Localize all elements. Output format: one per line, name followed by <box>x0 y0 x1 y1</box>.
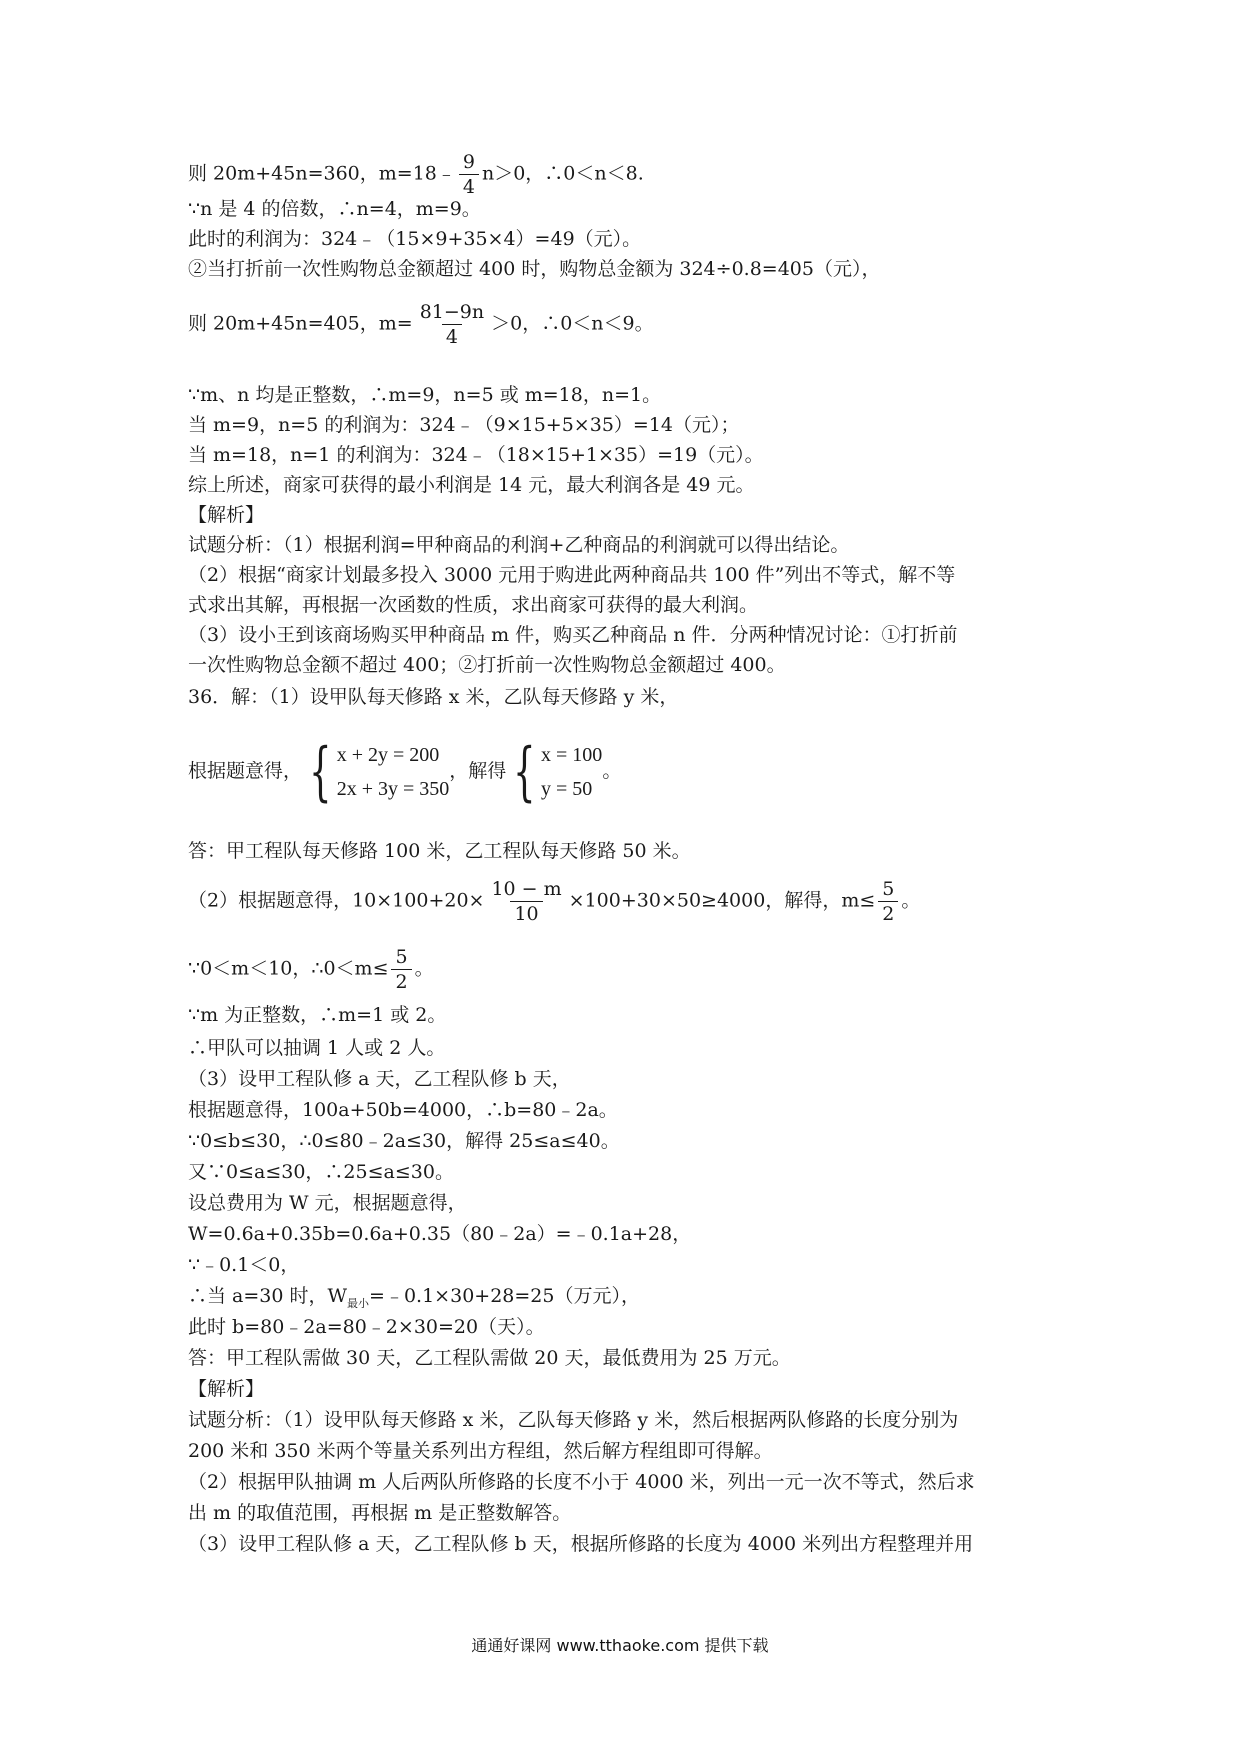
fraction: $\frac{81-9n}{4}$ <box>419 301 485 348</box>
fraction: $\frac{9}{4}$ <box>459 150 479 199</box>
text-line: ∵0≤b≤30，∴0≤80﹣2a≤30，解得 25≤a≤40。 <box>188 1130 620 1152</box>
text-line: （3）设甲工程队修 a 天，乙工程队修 b 天， <box>188 1068 571 1090</box>
solution-system: { x = 100 y = 50 <box>513 735 603 809</box>
equation-system: { x + 2y = 200 2x + 3y = 350 <box>309 735 450 809</box>
text-line: ∴当 a=30 时，$W_{最小}=﹣0.1\times 30+28=25$（万元）， <box>188 1285 640 1310</box>
text-line: 当 m=9，n=5 的利润为：324﹣（9×15+5×35）=14（元）； <box>188 414 740 436</box>
text-line: （3）设甲工程队修 a 天，乙工程队修 b 天，根据所修路的长度为 4000 米列出方程整理并用 <box>188 1533 974 1555</box>
text-line: ②当打折前一次性购物总金额超过 400 时，购物总金额为 324÷0.8=405（元）， <box>188 258 881 280</box>
section-heading: 【解析】 <box>188 504 265 526</box>
text-line: ∴甲队可以抽调 1 人或 2 人。 <box>188 1037 446 1059</box>
text-line: 200 米和 350 米两个等量关系列出方程组，然后解方程组即可得解。 <box>188 1440 773 1462</box>
text-line: 根据题意得，100a+50b=4000，∴b=80﹣2a。 <box>188 1099 618 1121</box>
text-line: 一次性购物总金额不超过 400；②打折前一次性购物总金额超过 400。 <box>188 654 786 676</box>
fraction: $\frac{5}{2}$ <box>878 877 898 926</box>
page-footer: 通通好课网 www.tthaoke.com 提供下载 <box>471 1636 769 1655</box>
text-line: 此时 b=80﹣2a=80﹣2×30=20（天）。 <box>188 1316 545 1338</box>
text-line: 则 20m+45n=405，m= $\frac{81-9n}{4}$ ＞0，∴0＜n＜9。 <box>188 301 654 348</box>
text-line: ∵n 是 4 的倍数，∴n=4，m=9。 <box>188 198 481 220</box>
fraction: $\frac{5}{2}$ <box>391 945 411 994</box>
text-line: 当 m=18，n=1 的利润为：324﹣（18×15+1×35）=19（元）。 <box>188 444 764 466</box>
text-line: 出 m 的取值范围，再根据 m 是正整数解答。 <box>188 1502 572 1524</box>
text-line: ∵0＜m＜10，∴0＜m≤ $\frac{5}{2}$ 。 <box>188 946 434 993</box>
text-line: ∵m、n 均是正整数，∴m=9，n=5 或 m=18，n=1。 <box>188 384 662 406</box>
text-line: （2）根据甲队抽调 m 人后两队所修路的长度不小于 4000 米，列出一元一次不等式，然后求 <box>188 1471 975 1493</box>
text-line: 则 20m+45n=360，m=18﹣ $\frac{9}{4}$ n＞0，∴0＜n＜8. <box>188 151 644 198</box>
text-line: ∵m 为正整数，∴m=1 或 2。 <box>188 1004 447 1026</box>
text-line: （2）根据题意得，10×100+20× $\frac{10 - m}{10}$ ×100+30×50≥4000，解得，m≤ $\frac{5}{2}$ 。 <box>188 878 921 925</box>
text-line: 答：甲工程队每天修路 100 米，乙工程队每天修路 50 米。 <box>188 840 691 862</box>
fraction: $\frac{10 - m}{10}$ <box>491 878 562 925</box>
brace-icon: { <box>309 735 332 809</box>
text-line: 设总费用为 W 元，根据题意得， <box>188 1192 467 1214</box>
text-line: （2）根据“商家计划最多投入 3000 元用于购进此两种商品共 100 件”列出不等式，解不等 <box>188 564 956 586</box>
text-line: 综上所述，商家可获得的最小利润是 14 元，最大利润各是 49 元。 <box>188 474 755 496</box>
text-line: 试题分析：（1）根据利润=甲种商品的利润+乙种商品的利润就可以得出结论。 <box>188 534 850 556</box>
text-line: 答：甲工程队需做 30 天，乙工程队需做 20 天，最低费用为 25 万元。 <box>188 1347 791 1369</box>
text-line: 36．解：（1）设甲队每天修路 x 米，乙队每天修路 y 米， <box>188 686 679 708</box>
text-line: W=0.6a+0.35b=0.6a+0.35（80﹣2a）=﹣0.1a+28， <box>188 1223 692 1245</box>
brace-icon: { <box>513 735 536 809</box>
text-line: 又∵0≤a≤30，∴25≤a≤30。 <box>188 1161 454 1183</box>
text-line: 试题分析：（1）设甲队每天修路 x 米，乙队每天修路 y 米，然后根据两队修路的长度分别为 <box>188 1409 959 1431</box>
equation-system-line: 根据题意得， { x + 2y = 200 2x + 3y = 350 ，解得 { x = 100 y = 50 。 <box>188 735 622 809</box>
text-line: 此时的利润为：324﹣（15×9+35×4）=49（元）。 <box>188 228 642 250</box>
section-heading: 【解析】 <box>188 1378 265 1400</box>
text-line: ∵﹣0.1＜0， <box>188 1254 300 1276</box>
text-line: （3）设小王到该商场购买甲种商品 m 件，购买乙种商品 n 件．分两种情况讨论：①打折前 <box>188 624 958 646</box>
text-line: 式求出其解，再根据一次函数的性质，求出商家可获得的最大利润。 <box>188 594 759 616</box>
